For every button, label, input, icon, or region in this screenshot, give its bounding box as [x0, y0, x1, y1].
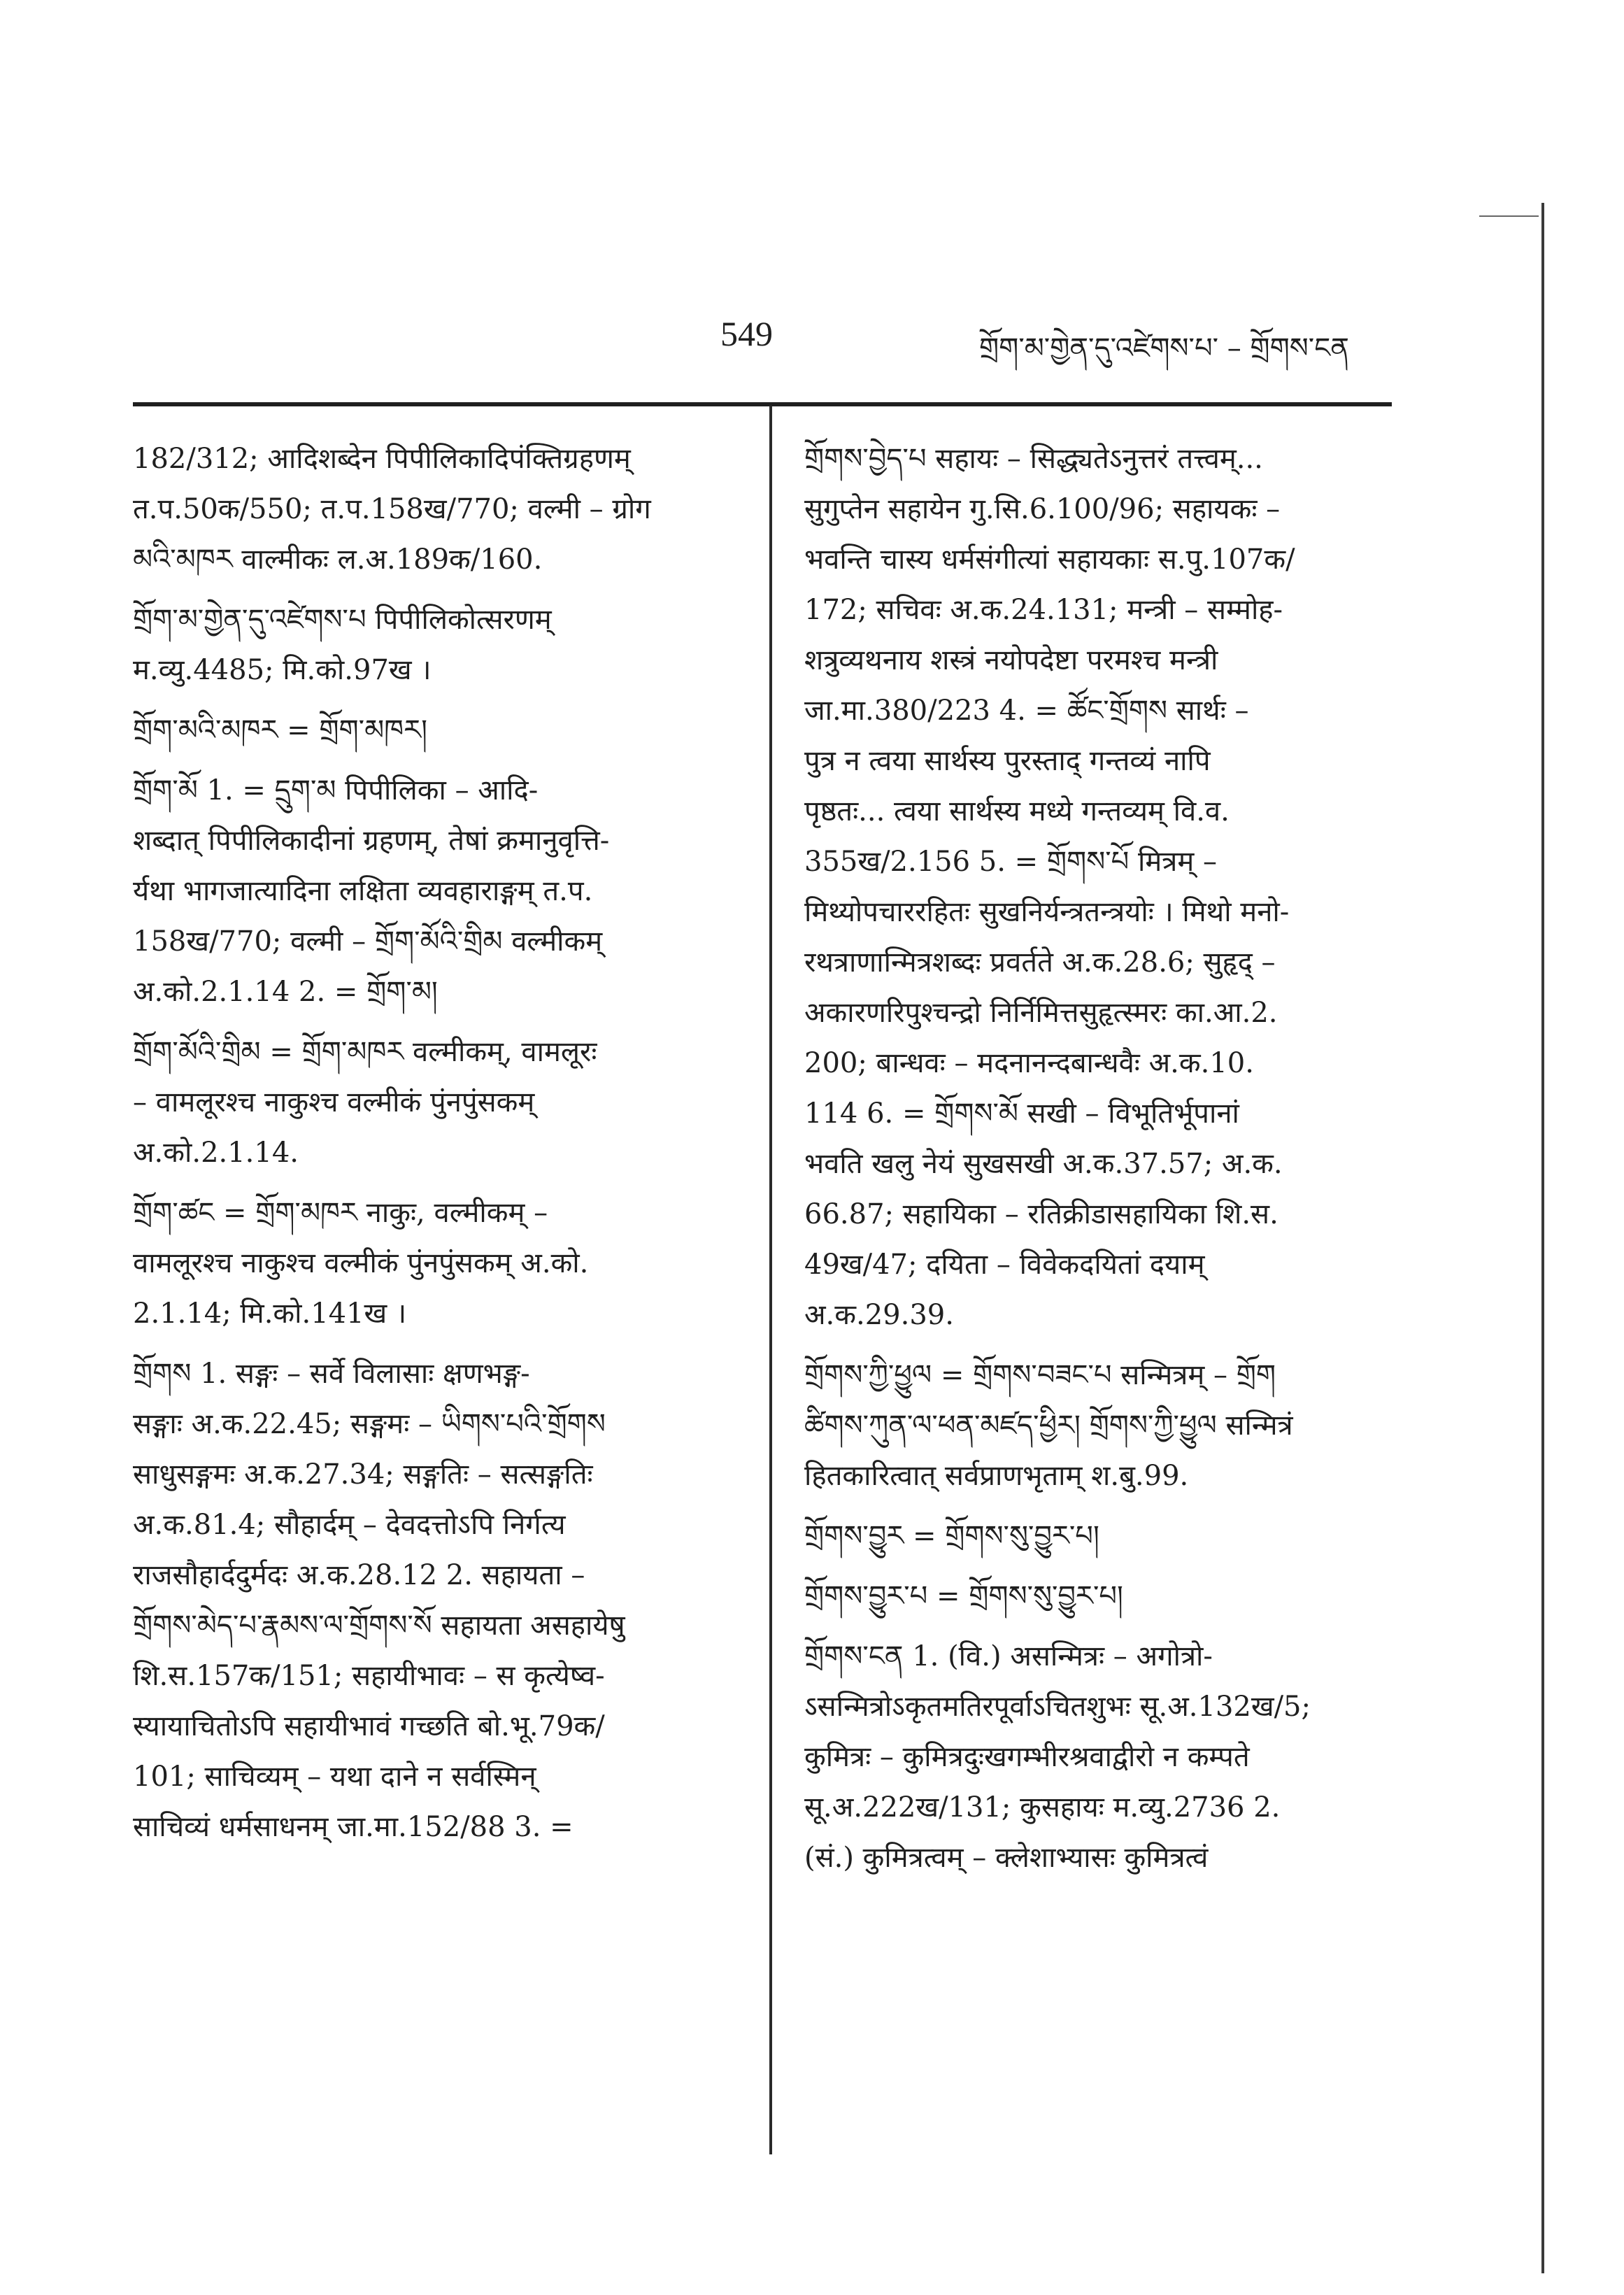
entry-line: शब्दात् पिपीलिकादीनां ग्रहणम्, तेषां क्रमानुवृत्ति- [133, 825, 610, 857]
entry-line: གྲོགས་མེད་པ་རྣམས་ལ་གྲོགས་སོ सहायता असहायेषु [133, 1610, 625, 1642]
entry-line: གྲོགས་ངན 1. (वि.) असन्मित्रः – अगोत्रो- [804, 1640, 1213, 1672]
entry-line: अ.क.81.4; सौहार्दम् – देवदत्तोऽपि निर्गत्य [133, 1509, 566, 1541]
entry-line: हितकारित्वात् सर्वप्राणभृताम् श.बु.99. [804, 1460, 1189, 1492]
entry-line: གྲོག་མའི་མཁར = གྲོག་མཁར། [133, 714, 427, 746]
entry-line: གྲོགས་བྱེད་པ सहायः – सिद्ध्यतेऽनुत्तरं तत्त्वम्... [804, 443, 1263, 475]
entry-line: अ.को.2.1.14 2. = གྲོག་མ། [133, 976, 438, 1008]
entry-line: 49ख/47; दयिता – विवेकदयितां दयाम् [804, 1249, 1205, 1281]
entry-line: र्यथा भागजात्यादिना लक्षिता व्यवहाराङ्गम् त.प. [133, 875, 593, 907]
entry-line: 355ख/2.156 5. = གྲོགས་པོ मित्रम् – [804, 846, 1217, 878]
entry-line: सू.अ.222ख/131; कुसहायः म.व्यु.2736 2. [804, 1791, 1281, 1824]
entry-line: 172; सचिवः अ.क.24.131; मन्त्री – सम्मोह- [804, 594, 1283, 626]
entry-line: म.व्यु.4485; मि.को.97ख । [133, 654, 432, 686]
entry-line: 2.1.14; मि.को.141ख । [133, 1298, 407, 1330]
entry-line: 114 6. = གྲོགས་མོ सखी – विभूतिर्भूपानां [804, 1097, 1239, 1130]
scan-edge [1541, 203, 1544, 2273]
dictionary-entry [804, 1511, 1385, 1561]
scan-edge-dash [1479, 215, 1539, 217]
dictionary-entry [133, 595, 734, 695]
entry-line: अ.को.2.1.14. [133, 1137, 299, 1169]
dictionary-entry [133, 1349, 734, 1852]
entry-line: भवति खलु नेयं सुखसखी अ.क.37.57; अ.क. [804, 1148, 1283, 1180]
column-divider [769, 406, 772, 2154]
dictionary-entry [133, 434, 734, 585]
dictionary-entry [133, 1188, 734, 1339]
entry-line: शि.स.157क/151; सहायीभावः – स कृत्येष्व- [133, 1660, 605, 1692]
running-head: གྲོག་མ་གྱེན་དུ་འཛེགས་པ་ – གྲོགས་ངན [979, 332, 1349, 364]
entry-line: 182/312; आदिशब्देन पिपीलिकादिपंक्तिग्रहणम् [133, 443, 631, 475]
left-column [133, 434, 734, 1862]
entry-line: གྲོག་མོ 1. = དྲུག་མ पिपीलिका – आदि- [133, 774, 539, 807]
entry-line: सुगुप्तेन सहायेन गु.सि.6.100/96; सहायकः – [804, 493, 1281, 525]
entry-line: अ.क.29.39. [804, 1299, 954, 1331]
entry-line: भवन्ति चास्य धर्मसंगीत्यां सहायकाः स.पु.107क/ [804, 543, 1295, 576]
entry-line: मिथ्योपचाररहितः सुखनिर्यन्त्रतन्त्रयोः । मिथो मनो- [804, 896, 1290, 928]
entry-line: राजसौहार्ददुर्मदः अ.क.28.12 2. सहायता – [133, 1559, 585, 1591]
dictionary-entry [804, 434, 1385, 1340]
entry-line: 101; साचिव्यम् – यथा दाने न सर्वस्मिन् [133, 1761, 536, 1793]
entry-line: མའི་མཁར वाल्मीकः ल.अ.189क/160. [133, 543, 543, 576]
entry-line: 200; बान्धवः – मदनानन्दबान्धवैः अ.क.10. [804, 1047, 1254, 1079]
entry-line: ཚིགས་ཀུན་ལ་ཕན་མཛད་ཕྱིར། གྲོགས་ཀྱི་ཕྱུལ सन्मित्रं [804, 1409, 1293, 1442]
page-number: 549 [720, 314, 773, 353]
dictionary-entry [804, 1571, 1385, 1621]
entry-line: – वामलूरश्च नाकुश्च वल्मीकं पुंनपुंसकम् [133, 1086, 535, 1118]
entry-line: स्यायाचितोऽपि सहायीभावं गच्छति बो.भू.79क/ [133, 1710, 605, 1742]
entry-line: त.प.50क/550; त.प.158ख/770; वल्मी – ग्रोग [133, 493, 651, 525]
entry-line: 158ख/770; वल्मी – གྲོག་མོའི་གྲིམ वल्मीकम् [133, 925, 603, 958]
entry-line: सङ्गाः अ.क.22.45; सङ्गमः – ཡིགས་པའི་གྲོགས [133, 1408, 606, 1440]
entry-line: (सं.) कुमित्रत्वम् – क्लेशाभ्यासः कुमित्रत्वं [804, 1842, 1209, 1874]
entry-line: གྲོག་མོའི་གྲིམ = གྲོག་མཁར वल्मीकम्, वामलूरः [133, 1036, 597, 1068]
entry-line: वामलूरश्च नाकुश्च वल्मीकं पुंनपुंसकम् अ.को. [133, 1247, 589, 1279]
entry-line: གྲོགས་བྱུར = གྲོགས་སུ་བྱུར་པ། [804, 1520, 1099, 1552]
entry-line: གྲོག་མ་གྱེན་དུ་འཛེགས་པ पिपीलिकोत्सरणम् [133, 604, 552, 636]
entry-line: གྲོགས་བྱུར་པ = གྲོགས་སུ་བྱུར་པ། [804, 1580, 1123, 1612]
entry-line: साधुसङ्गमः अ.क.27.34; सङ्गतिः – सत्सङ्गतिः [133, 1458, 593, 1491]
top-rule [133, 402, 1392, 406]
dictionary-entry [804, 1350, 1385, 1501]
entry-line: जा.मा.380/223 4. = ཚོང་གྲོགས सार्थः – [804, 695, 1249, 727]
dictionary-entry [133, 705, 734, 755]
dictionary-entry [133, 765, 734, 1017]
dictionary-entry [804, 1631, 1385, 1883]
entry-line: साचिव्यं धर्मसाधनम् जा.मा.152/88 3. = [133, 1811, 574, 1843]
entry-line: གྲོག་ཚང = གྲོག་མཁར नाकुः, वल्मीकम् – [133, 1197, 548, 1229]
entry-line: शत्रुव्यथनाय शस्त्रं नयोपदेष्टा परमश्च मन्त्री [804, 644, 1218, 676]
entry-line: पुत्र न त्वया सार्थस्य पुरस्ताद् गन्तव्यं नापि [804, 745, 1211, 777]
entry-line: पृष्ठतः... त्वया सार्थस्य मध्ये गन्तव्यम् वि.व. [804, 795, 1230, 827]
entry-line: 66.87; सहायिका – रतिक्रीडासहायिका शि.स. [804, 1198, 1278, 1230]
entry-line: अकारणरिपुश्चन्द्रो निर्निमित्तसुहृत्स्मरः का.आ.2. [804, 997, 1278, 1029]
entry-line: ऽसन्मित्रोऽकृतमतिरपूर्वाऽचितशुभः सू.अ.132ख/5; [804, 1691, 1311, 1723]
entry-line: གྲོགས་ཀྱི་ཕྱུལ = གྲོགས་བཟང་པ सन्मित्रम् – གྲོག [804, 1359, 1276, 1391]
entry-line: གྲོགས 1. सङ्गः – सर्वे विलासाः क्षणभङ्ग- [133, 1358, 530, 1390]
right-column [804, 434, 1385, 1893]
entry-line: कुमित्रः – कुमित्रदुःखगम्भीरश्रवाद्वीरो न कम्पते [804, 1741, 1250, 1773]
dictionary-entry [133, 1027, 734, 1178]
entry-line: रथत्राणान्मित्रशब्दः प्रवर्तते अ.क.28.6; सुहृद् – [804, 946, 1276, 979]
